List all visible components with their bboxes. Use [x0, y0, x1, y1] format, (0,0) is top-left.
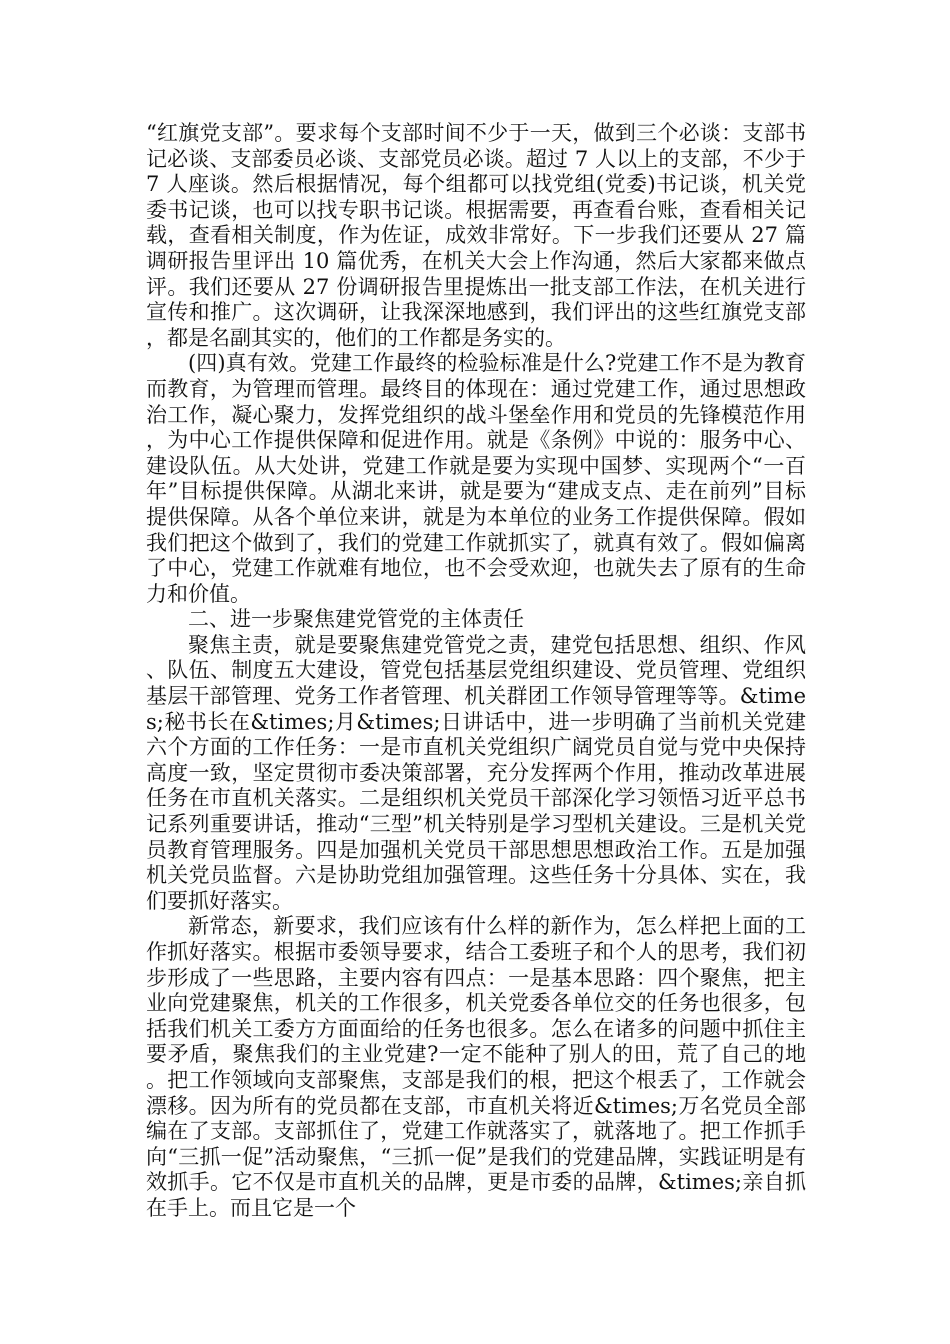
section-heading-main-responsibility: 二、进一步聚焦建党管党的主体责任 — [188, 607, 524, 632]
paragraph-truly-effective: (四)真有效。党建工作最终的检验标准是什么?党建工作不是为教育而教育，为管理而管理。最终目的体现在：通过党建工作，通过思想政治工作，凝心聚力，发挥党组织的战斗堡垒作用和党员的先锋模范作用，为中心工作提供保障和促进作用。就是《条例》中说的：服务中心、建设队伍。从大处讲，党建工作就是要为实现中国梦、实现两个“一百年”目标提供保障。从湖北来讲，就是要为“建成支点、走在前列”目标提供保障。从各个单位来讲，就是为本单位的业务工作提供保障。假如我们把这个做到了，我们的党建工作就抓实了，就真有效了。假如偏离了中心，党建工作就难有地位，也不会受欢迎，也就失去了原有的生命力和价值。 — [146, 351, 806, 606]
paragraph-focus-main-duty: 聚焦主责，就是要聚焦建党管党之责，建党包括思想、组织、作风、队伍、制度五大建设，管党包括基层党组织建设、党员管理、党组织基层干部管理、党务工作者管理、机关群团工作领导管理等等。&times;秘书长在&times;月&times;日讲话中，进一步明确了当前机关党建六个方面的工作任务：一是市直机关党组织广阔党员自觉与党中央保持高度一致，坚定贯彻市委决策部署，充分发挥两个作用，推动改革进展任务在市直机关落实。二是组织机关党员干部深化学习领悟习近平总书记系列重要讲话，推动“三型”机关特别是学习型机关建设。三是机关党员教育管理服务。四是加强机关党员干部思想思想政治工作。五是加强机关党员监督。六是协助党组加强管理。这些任务十分具体、实在，我们要抓好落实。 — [146, 632, 806, 913]
paragraph-new-normal: 新常态，新要求，我们应该有什么样的新作为，怎么样把上面的工作抓好落实。根据市委领导要求，结合工委班子和个人的思考，我们初步形成了一些思路，主要内容有四点：一是基本思路：四个聚焦，把主业向党建聚焦，机关的工作很多，机关党委各单位交的任务也很多，包括我们机关工委方方面面给的任务也很多。怎么在诸多的问题中抓住主要矛盾，聚焦我们的主业党建?一定不能种了别人的田，荒了自己的地。把工作领域向支部聚焦，支部是我们的根，把这个根丢了，工作就会漂移。因为所有的党员都在支部，市直机关将近&times;万名党员全部编在了支部。支部抓住了，党建工作就落实了，就落地了。把工作抓手向“三抓一促”活动聚焦，“三抓一促”是我们的党建品牌，实践证明是有效抓手。它不仅是市直机关的品牌，更是市委的品牌，&times;亲自抓在手上。而且它是一个 — [146, 914, 806, 1220]
paragraph-red-flag-branch: “红旗党支部”。要求每个支部时间不少于一天，做到三个必谈：支部书记必谈、支部委员必谈、支部党员必谈。超过 7 人以上的支部，不少于 7 人座谈。然后根据情况，每个组都可以找党组(党委)书记谈，机关党委书记谈，也可以找专职书记谈。根据需要，再查看台账，查看相关记载，查看相关制度，作为佐证，成效非常好。下一步我们还要从 27 篇调研报告里评出 10 篇优秀，在机关大会上作沟通，然后大家都来做点评。我们还要从 27 份调研报告里提炼出一批支部工作法，在机关进行宣传和推广。这次调研，让我深深地感到，我们评出的这些红旗党支部，都是名副其实的，他们的工作都是务实的。 — [146, 121, 806, 350]
document-page — [146, 121, 806, 1222]
